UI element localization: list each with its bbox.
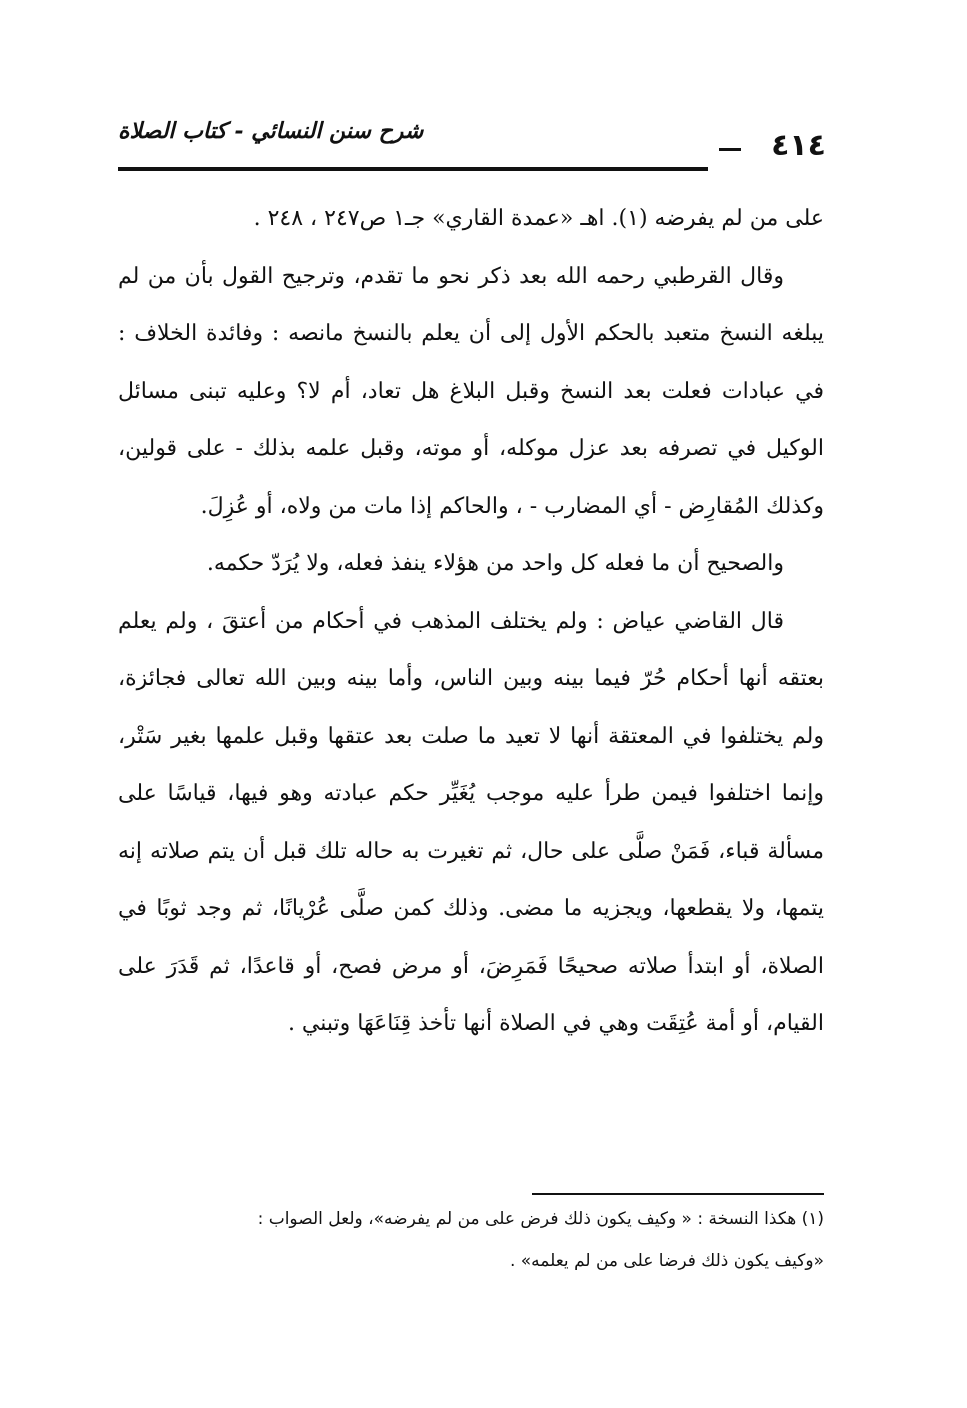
running-title: شرح سنن النسائي - كتاب الصلاة — [118, 118, 424, 144]
paragraph-1: على من لم يفرضه (١). اهـ «عمدة القاري» جـ١ ص٢٤٧ ، ٢٤٨ . — [253, 206, 824, 231]
footnote-1-line-2: «وكيف يكون ذلك فرضا على من لم يعلمه» . — [509, 1251, 824, 1271]
footnotes — [118, 1198, 824, 1282]
paragraph-3: والصحيح أن ما فعله كل واحد من هؤلاء ينفذ فعله، ولا يُرَدّ حكمه. — [206, 551, 784, 576]
paragraph-4: قال القاضي عياض : ولم يختلف المذهب في أحكام من أعتقَ ، ولم يعلم بعتقه أنها أحكام حُرّ فيما بينه وبين الناس، وأما بينه وبين الله تعالى فجائزة، ولم يختلفوا في المعتقة أنها لا تعيد ما صلت بعد عتقها وقبل علمها بغير سَتْر، وإنما اختلفوا فيمن طرأ عليه موجب يُغَيِّر حكم عبادته وهو فيها، قياسًا على مسألة قباء، فَمَنْ صلَّى على حال، ثم تغيرت به حاله تلك قبل أن يتم صلاته إنه يتمها، ولا يقطعها، ويجزيه ما مضى. وذلك كمن صلَّى عُرْيانًا، ثم وجد ثوبًا في الصلاة، أو ابتدأ صلاته صحيحًا فَمَرِضَ، أو مرض فصح، أو قاعدًا، ثم قَدَرَ على القيام، أو أمة عُتِقَت وهي في الصلاة أنها تأخذ قِنَاعَهَا وتبني . — [118, 608, 824, 1036]
footnote-1-line-1: (١) هكذا النسخة : « وكيف يكون ذلك فرض على من لم يفرضه»، ولعل الصواب : — [257, 1209, 824, 1229]
main-text — [118, 190, 824, 1053]
page-number: ٤١٤ — [771, 128, 826, 163]
paragraph-2: وقال القرطبي رحمه الله بعد ذكر نحو ما تقدم، وترجيح القول بأن من لم يبلغه النسخ متعبد بالحكم الأول إلى أن يعلم بالنسخ مانصه : وفائدة الخلاف : في عبادات فعلت بعد النسخ وقبل البلاغ هل تعاد، أم لا؟ وعليه تبنى مسائل الوكيل في تصرفه بعد عزل موكله، أو موته، وقبل علمه بذلك - على قولين، وكذلك المُقارِض - أي المضارب - ، والحاكم إذا مات من ولاه، أو عُزِلَ. — [118, 263, 824, 519]
footnote-rule — [532, 1193, 824, 1195]
page-number-dash — [719, 148, 741, 151]
header-rule — [118, 167, 708, 171]
